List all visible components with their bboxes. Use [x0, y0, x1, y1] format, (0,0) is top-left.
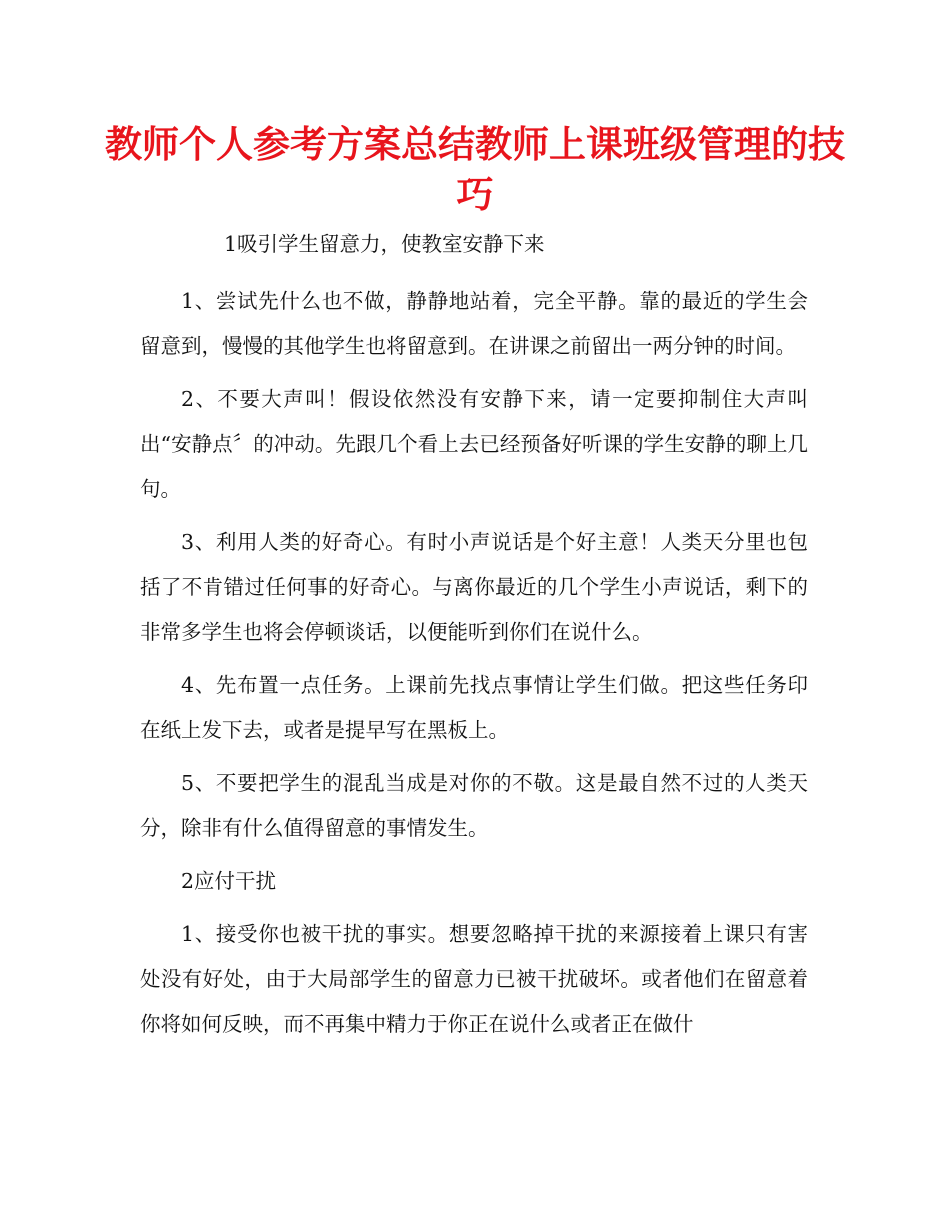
section-heading: 1吸引学生留意力，使教室安静下来 [224, 232, 545, 256]
paragraph: 3、利用人类的好奇心。有时小声说话是个好主意！人类天分里也包括了不肯错过任何事的好奇心。与离你最近的几个学生小声说话，剩下的非常多学生也将会停顿谈话，以便能听到你们在说什么。 [140, 530, 808, 644]
paragraph: 5、不要把学生的混乱当成是对你的不敬。这是最自然不过的人类天分，除非有什么值得留意的事情发生。 [140, 771, 808, 840]
paragraph: 1、尝试先什么也不做，静静地站着，完全平静。靠的最近的学生会留意到，慢慢的其他学生也将留意到。在讲课之前留出一两分钟的时间。 [140, 289, 808, 358]
paragraph: 4、先布置一点任务。上课前先找点事情让学生们做。把这些任务印在纸上发下去，或者是提早写在黑板上。 [140, 673, 808, 742]
section-heading: 2应付干扰 [181, 869, 277, 893]
document-body [140, 222, 808, 1055]
document-title: 教师个人参考方案总结教师上课班级管理的技巧 [105, 123, 845, 216]
paragraph: 2、不要大声叫！假设依然没有安静下来，请一定要抑制住大声叫出“安静点〞的冲动。先跟几个看上去已经预备好听课的学生安静的聊上几句。 [140, 387, 808, 501]
paragraph: 1、接受你也被干扰的事实。想要忽略掉干扰的来源接着上课只有害处没有好处，由于大局部学生的留意力已被干扰破坏。或者他们在留意着你将如何反映，而不再集中精力于你正在说什么或者正在做什 [140, 922, 808, 1036]
